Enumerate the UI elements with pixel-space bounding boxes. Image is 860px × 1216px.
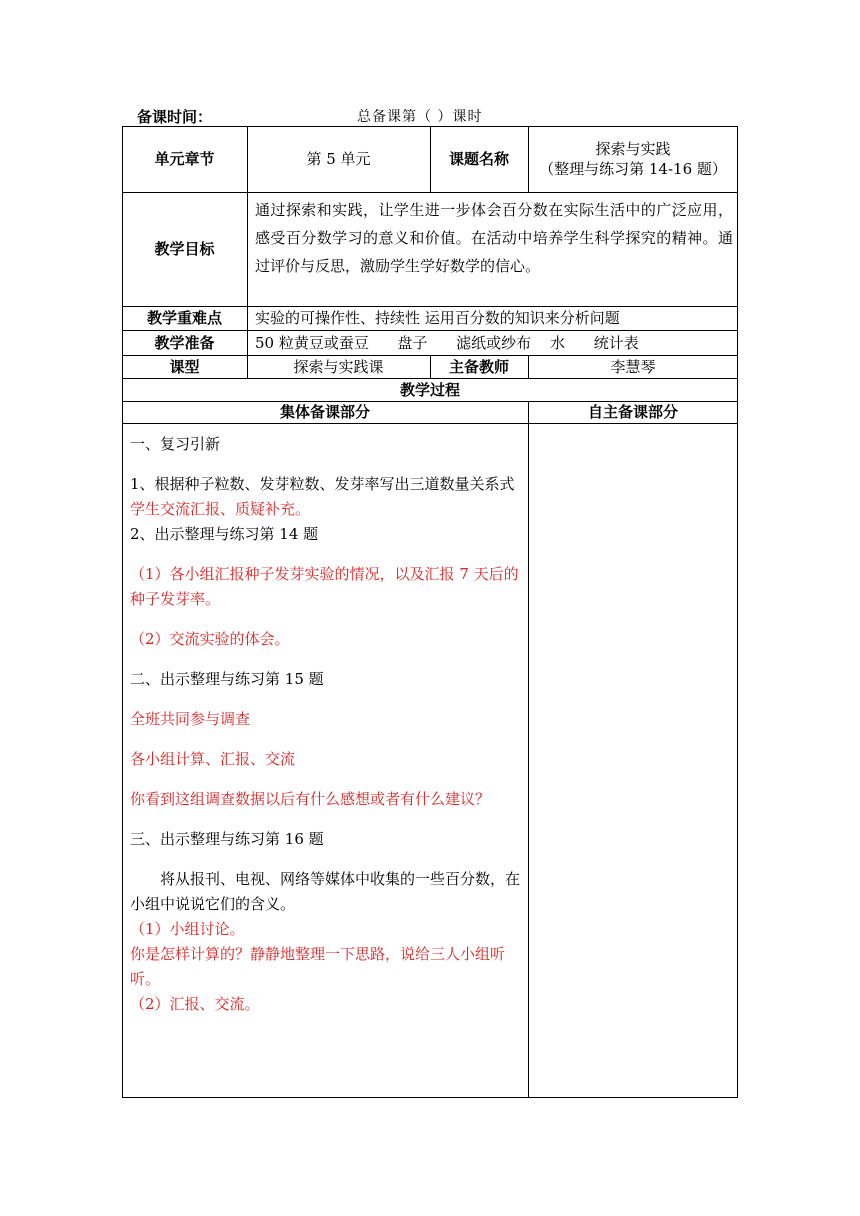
section-3-a: （1）小组讨论。	[130, 920, 245, 938]
unit-value: 第 5 单元	[306, 150, 371, 168]
type-label: 课型	[169, 357, 200, 376]
prep-text: 50 粒黄豆或蚕豆 盘子 滤纸或纱布 水 统计表	[255, 333, 639, 352]
group-prep-content	[130, 426, 526, 1017]
topic-line-2: （整理与练习第 14-16 题）	[539, 160, 727, 178]
section-3-c: （2）汇报、交流。	[130, 995, 260, 1013]
goals-label: 教学目标	[154, 240, 215, 258]
section-2-a: 全班共同参与调查	[130, 710, 251, 728]
section-1-q2-b: （2）交流实验的体会。	[130, 630, 290, 648]
lesson-plan-table	[122, 126, 738, 1098]
lesson-number: 总备课第（ ）课时	[357, 109, 483, 125]
section-1-q2: 2、出示整理与练习第 14 题	[130, 525, 319, 543]
prep-time-label: 备课时间：	[137, 108, 213, 126]
topic-line-1: 探索与实践	[595, 140, 671, 158]
type-value: 探索与实践课	[293, 357, 384, 376]
topic-value	[528, 126, 738, 192]
key-label: 教学重难点	[146, 309, 222, 327]
section-1-q1: 1、根据种子粒数、发芽粒数、发芽率写出三道数量关系式	[130, 475, 515, 493]
process-label: 教学过程	[399, 380, 460, 399]
group-prep-label: 集体备课部分	[279, 403, 370, 421]
section-1-q1-response: 学生交流汇报、质疑补充。	[130, 500, 311, 518]
self-prep-label: 自主备课部分	[587, 403, 678, 421]
prep-label: 教学准备	[154, 333, 215, 352]
section-3-text: 将从报刊、电视、网络等媒体中收集的一些百分数，在小组中说说它们的含义。	[130, 870, 521, 913]
section-1-q2-a: （1）各小组汇报种子发芽实验的情况，以及汇报 7 天后的种子发芽率。	[130, 565, 519, 608]
section-3-b: 你是怎样计算的？静静地整理一下思路，说给三人小组听听。	[130, 945, 506, 988]
header-line	[137, 106, 737, 128]
section-2-c: 你看到这组调查数据以后有什么感想或者有什么建议？	[130, 790, 491, 808]
teacher-value: 李慧琴	[610, 357, 656, 376]
section-2-b: 各小组计算、汇报、交流	[130, 750, 296, 768]
unit-label: 单元章节	[154, 150, 215, 168]
topic-label: 课题名称	[448, 150, 509, 168]
goals-text: 通过探索和实践，让学生进一步体会百分数在实际生活中的广泛应用，感受百分数学习的意义和价值。在活动中培养学生科学探究的精神。通过评价与反思，激励学生学好数学的信心。	[255, 201, 733, 275]
teacher-label: 主备教师	[448, 357, 509, 376]
key-text: 实验的可操作性、持续性 运用百分数的知识来分析问题	[255, 309, 620, 327]
section-1-title: 一、复习引新	[130, 435, 221, 453]
section-2-title: 二、出示整理与练习第 15 题	[130, 670, 324, 688]
section-3-title: 三、出示整理与练习第 16 题	[130, 830, 324, 848]
